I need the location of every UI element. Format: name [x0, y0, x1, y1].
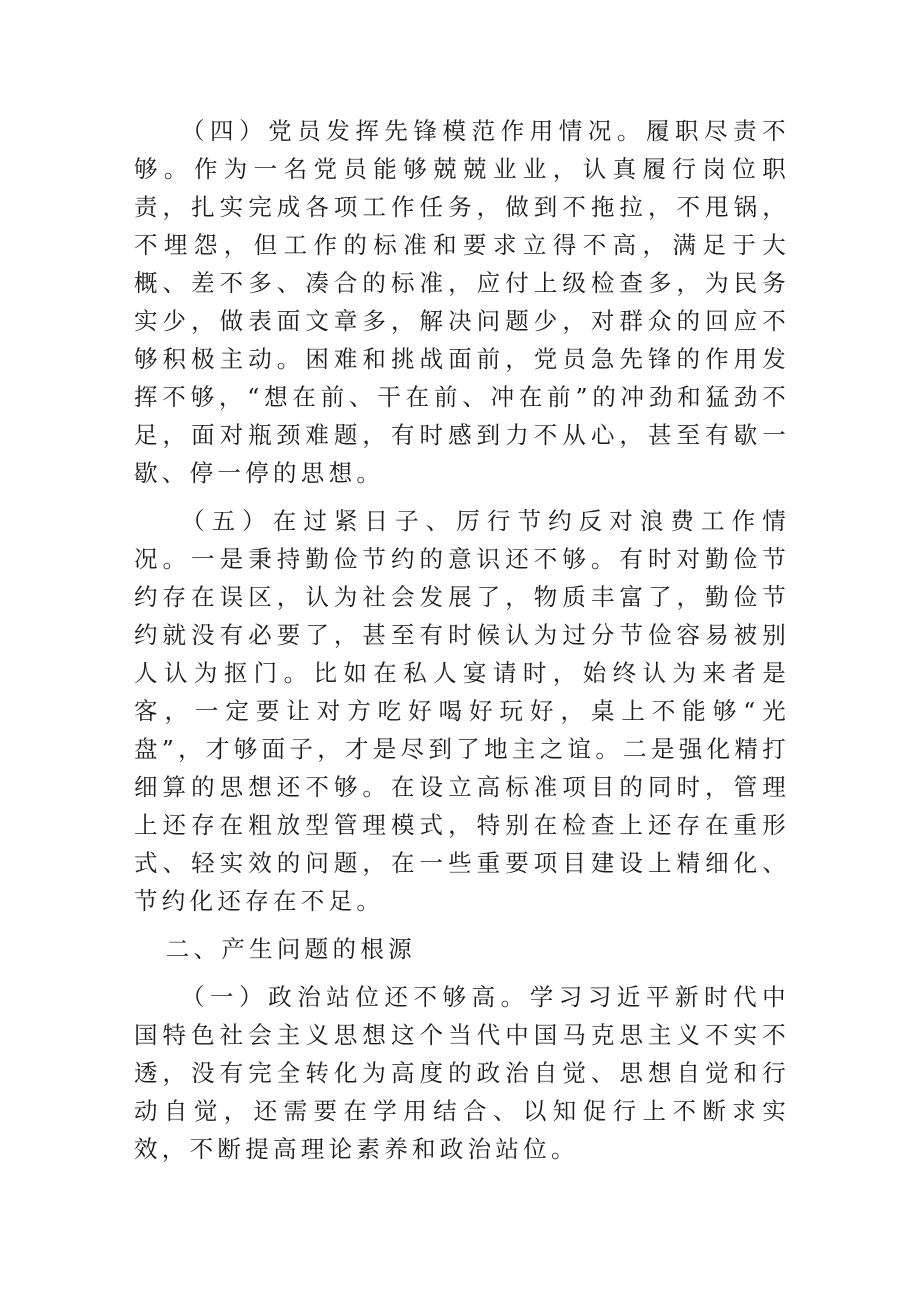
document-body [134, 112, 790, 1178]
paragraph-political-stance: （一）政治站位还不够高。学习习近平新时代中国特色社会主义思想这个当代中国马克思主义不实不透，没有完全转化为高度的政治自觉、思想自觉和行动自觉，还需要在学用结合、以知促行上不断求实效，不断提高理论素养和政治站位。 [134, 983, 790, 1163]
section-heading-root-causes: 二、产生问题的根源 [165, 935, 416, 963]
paragraph-party-member-role: （四）党员发挥先锋模范作用情况。履职尽责不够。作为一名党员能够兢兢业业，认真履行岗位职责，扎实完成各项工作任务，做到不拖拉，不甩锅，不埋怨，但工作的标准和要求立得不高，满足于大概、差不多、凑合的标准，应付上级检查多，为民务实少，做表面文章多，解决问题少，对群众的回应不够积极主动。困难和挑战面前，党员急先锋的作用发挥不够，“想在前、干在前、冲在前”的冲劲和猛劲不足，面对瓶颈难题，有时感到力不从心，甚至有歇一歇、停一停的思想。 [134, 117, 790, 487]
paragraph-frugality: （五）在过紧日子、厉行节约反对浪费工作情况。一是秉持勤俭节约的意识还不够。有时对勤俭节约存在误区，认为社会发展了，物质丰富了，勤俭节约就没有必要了，甚至有时候认为过分节俭容易被别人认为抠门。比如在私人宴请时，始终认为来者是客，一定要让对方吃好喝好玩好，桌上不能够“光盘”，才够面子，才是尽到了地主之谊。二是强化精打细算的思想还不够。在设立高标准项目的同时，管理上还存在粗放型管理模式，特别在检查上还存在重形式、轻实效的问题，在一些重要项目建设上精细化、节约化还存在不足。 [134, 507, 790, 915]
